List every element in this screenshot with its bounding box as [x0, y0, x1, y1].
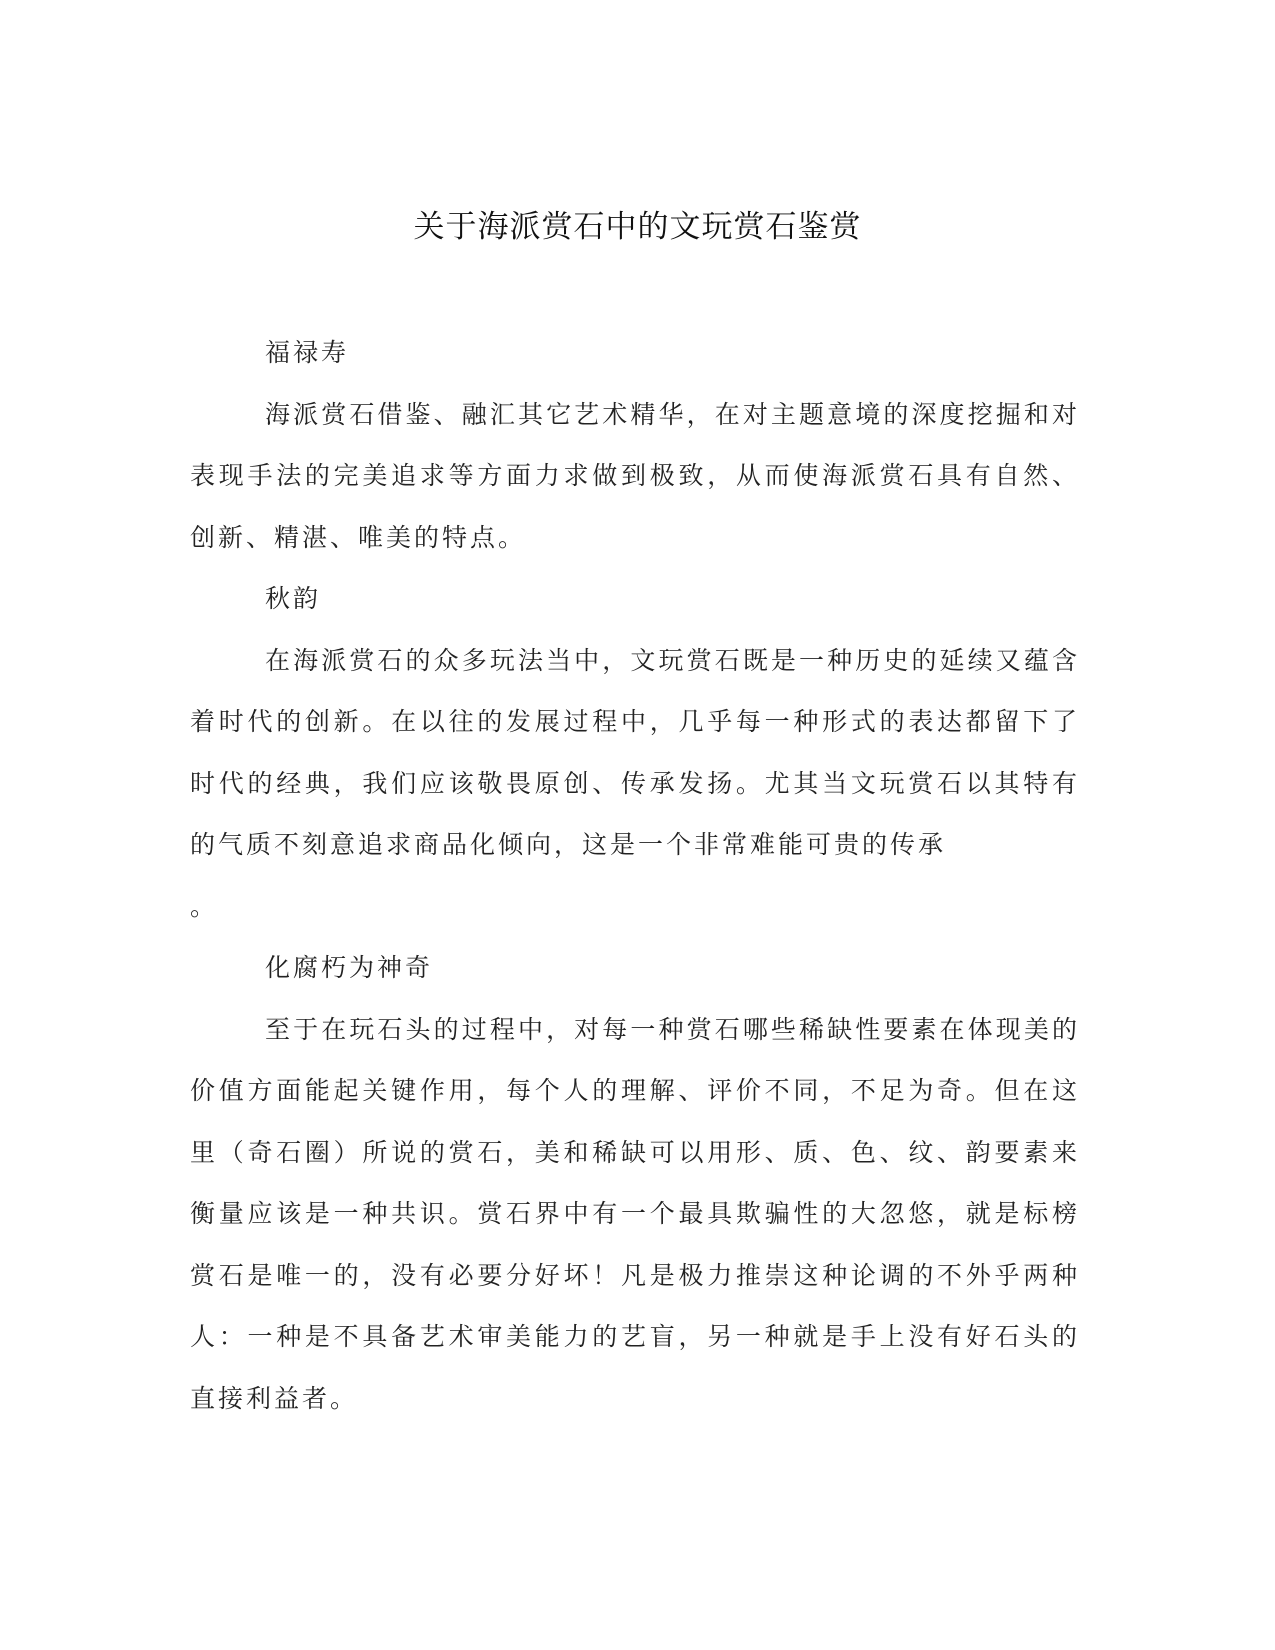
section-heading-2: 秋韵: [265, 584, 322, 613]
section-heading-1: 福禄寿: [265, 338, 350, 367]
section-paragraph-2-tail: 。: [190, 891, 219, 921]
document-body: [190, 322, 1080, 1429]
section-paragraph-2: 在海派赏石的众多玩法当中，文玩赏石既是一种历史的延续又蕴含着时代的创新。在以往的发展过程中，几乎每一种形式的表达都留下了时代的经典，我们应该敬畏原创、传承发扬。尤其当文玩赏石以其特有的气质不刻意追求商品化倾向，这是一个非常难能可贵的传承: [190, 645, 1080, 859]
document-title: 关于海派赏石中的文玩赏石鉴赏: [413, 209, 862, 245]
section-paragraph-3: 至于在玩石头的过程中，对每一种赏石哪些稀缺性要素在体现美的价值方面能起关键作用，每个人的理解、评价不同，不足为奇。但在这里（奇石圈）所说的赏石，美和稀缺可以用形、质、色、纹、韵要素来衡量应该是一种共识。赏石界中有一个最具欺骗性的大忽悠，就是标榜赏石是唯一的，没有必要分好坏！凡是极力推崇这种论调的不外乎两种人：一种是不具备艺术审美能力的艺盲，另一种就是手上没有好石头的直接利益者。: [190, 1014, 1080, 1413]
section-heading-3: 化腐朽为神奇: [265, 953, 434, 982]
section-paragraph-1: 海派赏石借鉴、融汇其它艺术精华，在对主题意境的深度挖掘和对表现手法的完美追求等方面力求做到极致，从而使海派赏石具有自然、创新、精湛、唯美的特点。: [190, 399, 1080, 552]
